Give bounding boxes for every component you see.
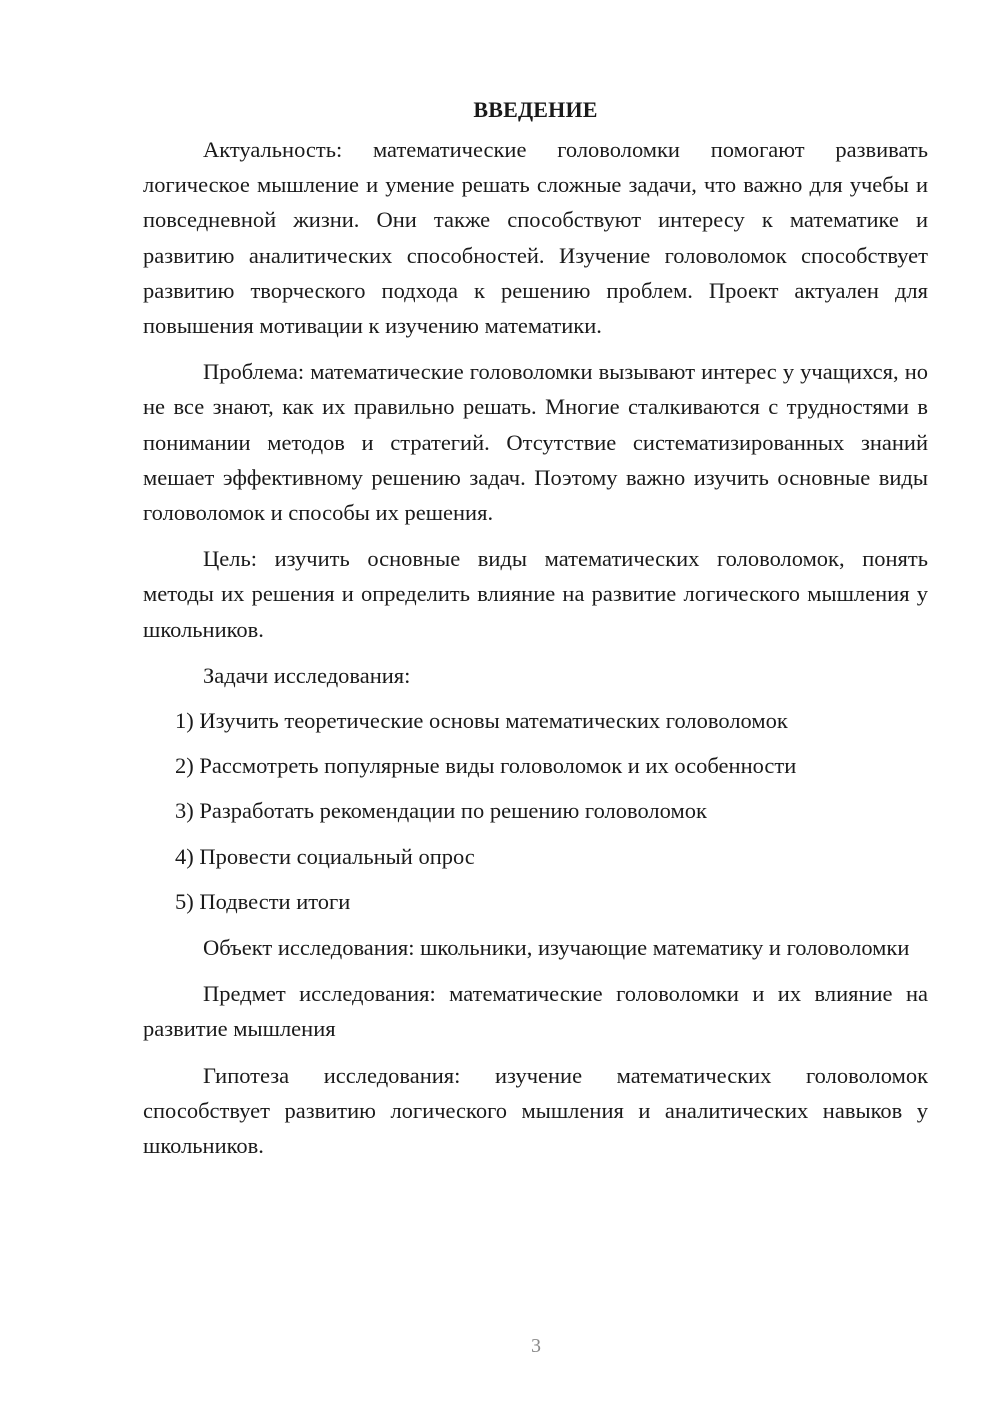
relevance-paragraph: Актуальность: математические головоломки помогают развивать логическое мышление и умение решать сложные задачи, что важно для учебы и повседневной жизни. Они также способствуют интересу к математике и развитию аналитических способностей. Изучение головоломок способствует развитию творческого подхода к решению проблем. Проект актуален для повышения мотивации к изучению математики. bbox=[143, 137, 928, 339]
research-object-paragraph: Объект исследования: школьники, изучающие математику и головоломки bbox=[203, 935, 910, 961]
tasks-label: Задачи исследования: bbox=[203, 662, 411, 688]
goal-paragraph: Цель: изучить основные виды математических головоломок, понять методы их решения и определить влияние на развитие логического мышления у школьников. bbox=[143, 546, 928, 642]
task-item-1: 1) Изучить теоретические основы математических головоломок bbox=[175, 708, 788, 734]
task-item-2: 2) Рассмотреть популярные виды головоломок и их особенности bbox=[175, 753, 797, 779]
page-title: ВВЕДЕНИЕ bbox=[473, 97, 598, 122]
research-subject-paragraph: Предмет исследования: математические головоломки и их влияние на развитие мышления bbox=[143, 981, 928, 1042]
page-content bbox=[143, 92, 928, 1174]
task-item-3: 3) Разработать рекомендации по решению головоломок bbox=[175, 798, 707, 824]
page-number: 3 bbox=[531, 1335, 541, 1357]
research-hypothesis-paragraph: Гипотеза исследования: изучение математических головоломок способствует развитию логического мышления и аналитических навыков у школьников. bbox=[143, 1062, 928, 1159]
problem-paragraph: Проблема: математические головоломки вызывают интерес у учащихся, но не все знают, как их правильно решать. Многие сталкиваются с трудностями в понимании методов и стратегий. Отсутствие систематизированных знаний мешает эффективному решению задач. Поэтому важно изучить основные виды головоломок и способы их решения. bbox=[143, 359, 928, 526]
tasks-list bbox=[143, 703, 928, 919]
task-item-4: 4) Провести социальный опрос bbox=[175, 843, 475, 869]
task-item-5: 5) Подвести итоги bbox=[175, 888, 351, 914]
